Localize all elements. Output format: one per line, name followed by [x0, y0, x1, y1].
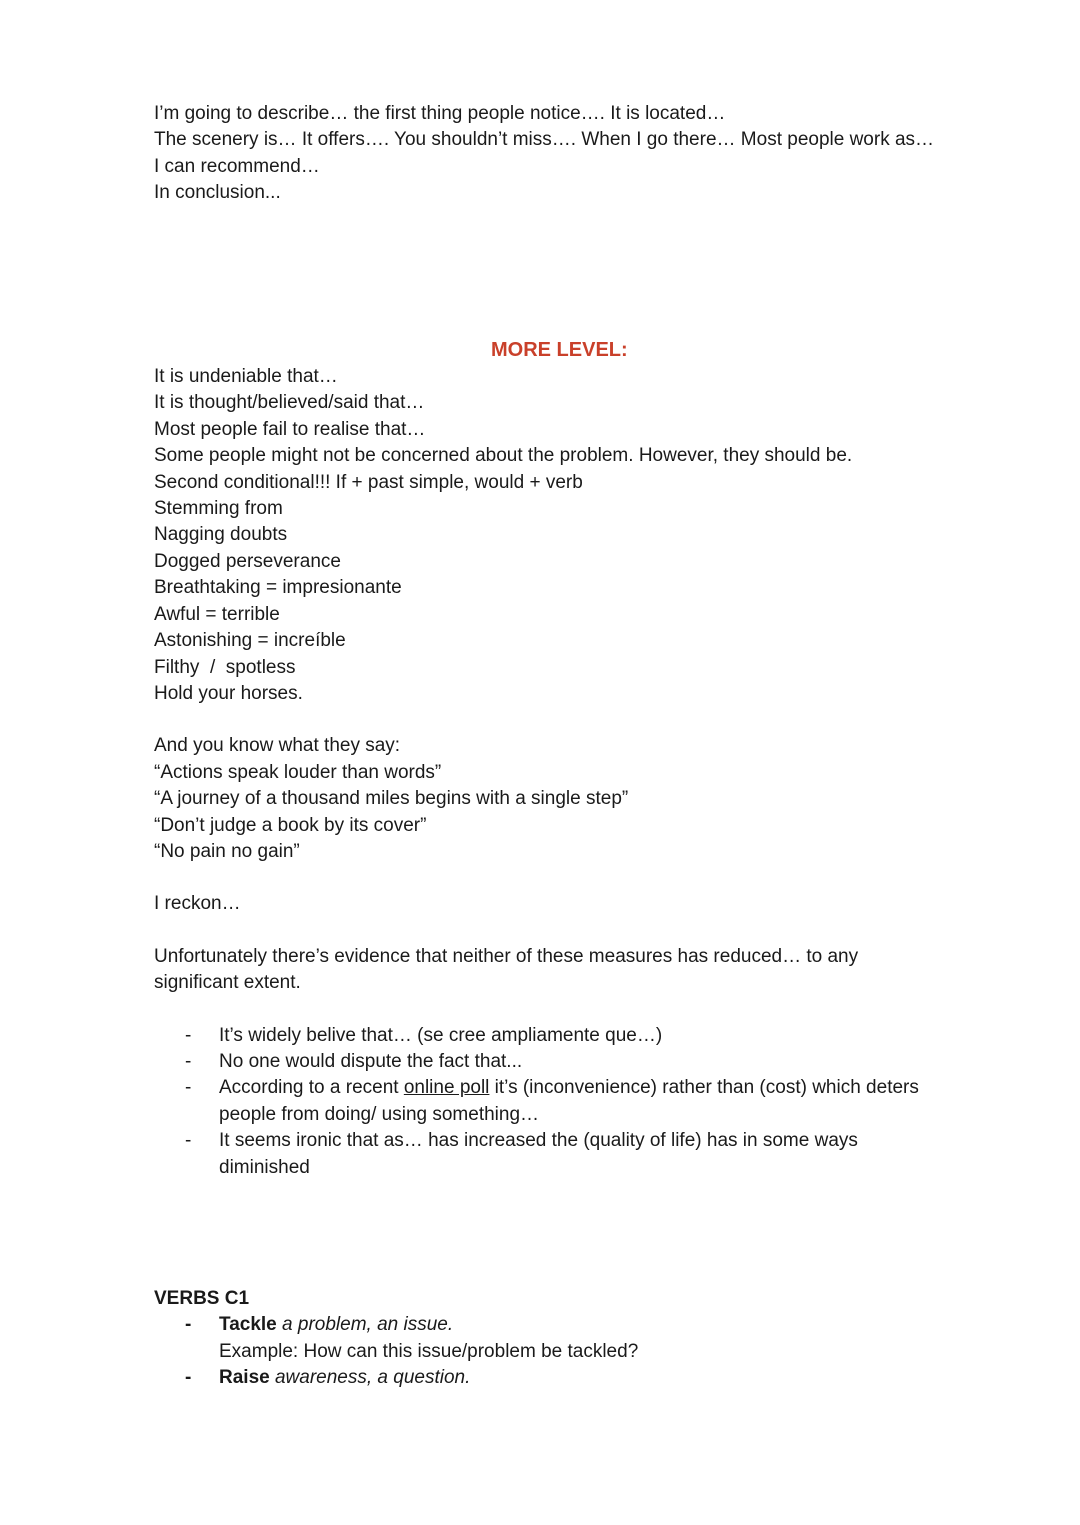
list-item — [219, 1075, 974, 1128]
verbs-section — [154, 1286, 1004, 1392]
list-item — [219, 1023, 974, 1049]
verb-collocation: a problem, an issue. — [276, 1314, 454, 1336]
verb-term: Raise — [219, 1367, 270, 1389]
intro-line: I’m going to describe… the first thing people notice…. It is located… — [154, 103, 726, 124]
verb-term: Tackle — [219, 1314, 277, 1336]
phrase-line: Stemming from — [154, 498, 283, 520]
intro-line: I can recommend… — [154, 155, 320, 177]
list-item — [219, 1365, 1004, 1391]
phrase-line: Filthy / spotless — [154, 656, 296, 678]
phrase-line: Nagging doubts — [154, 524, 288, 546]
phrases-list — [154, 1023, 974, 1181]
list-item-text: it’s (inconvenience) rather than (cost) which deters people from doing/ using something… — [219, 1077, 919, 1125]
intro-line: The scenery is… It offers…. You shouldn’t miss…. When I go there… Most people work as… — [154, 129, 935, 151]
online-poll-link[interactable]: online poll — [403, 1077, 490, 1099]
phrase-line: It is undeniable that… — [154, 366, 338, 388]
document-page — [154, 101, 1004, 1392]
sayings-intro: And you know what they say: — [154, 735, 401, 757]
reckon-line: I reckon… — [154, 893, 241, 915]
list-item-text: According to a recent — [219, 1077, 404, 1099]
verbs-list — [154, 1312, 1004, 1391]
phrase-line: Awful = terrible — [154, 603, 280, 625]
more-level-heading: MORE LEVEL: — [491, 338, 628, 361]
saying-quote: “No pain no gain” — [154, 840, 300, 862]
saying-quote: “Don’t judge a book by its cover” — [154, 814, 427, 836]
evidence-paragraph: Unfortunately there’s evidence that neither of these measures has reduced… to any significant extent. — [154, 945, 859, 994]
intro-section — [154, 101, 1004, 207]
phrase-line: Most people fail to realise that… — [154, 418, 426, 440]
saying-quote: “Actions speak louder than words” — [154, 761, 442, 783]
list-item — [219, 1049, 974, 1075]
saying-quote: “A journey of a thousand miles begins with a single step” — [154, 788, 629, 810]
reckon-section — [154, 891, 1004, 917]
verb-example: Example: How can this issue/problem be tackled? — [219, 1340, 639, 1362]
list-item-text: It seems ironic that as… has increased the (quality of life) has in some ways diminished — [219, 1130, 858, 1178]
more-level-section — [154, 337, 1004, 708]
evidence-section — [154, 944, 914, 997]
phrase-line: It is thought/believed/said that… — [154, 392, 425, 414]
phrase-line: Breathtaking = impresionante — [154, 577, 402, 599]
phrase-line: Second conditional!!! If + past simple, would + verb — [154, 471, 583, 493]
phrase-line: Hold your horses. — [154, 682, 303, 704]
phrase-line: Some people might not be concerned about the problem. However, they should be. — [154, 445, 853, 467]
verb-collocation: awareness, a question. — [269, 1367, 471, 1389]
list-item — [219, 1312, 1004, 1365]
verbs-heading: VERBS C1 — [154, 1288, 250, 1309]
phrase-line: Astonishing = increíble — [154, 630, 346, 652]
sayings-section — [154, 733, 1004, 865]
list-item — [219, 1128, 909, 1181]
list-item-text: It’s widely belive that… (se cree ampliamente que…) — [219, 1024, 663, 1046]
intro-line: In conclusion... — [154, 182, 281, 204]
phrase-line: Dogged perseverance — [154, 550, 341, 572]
list-item-text: No one would dispute the fact that... — [219, 1050, 523, 1072]
phrases-list-section — [154, 1023, 974, 1181]
